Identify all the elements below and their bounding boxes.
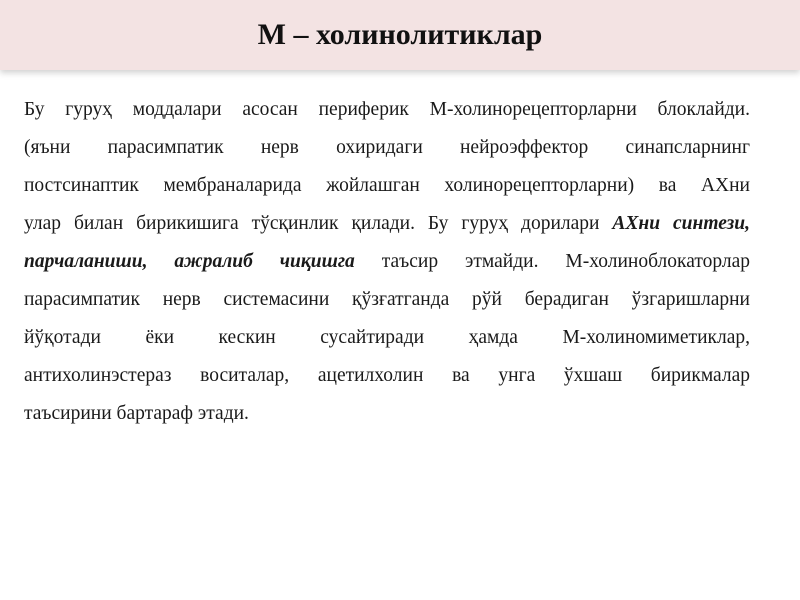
paragraph-line [24, 167, 750, 205]
text-run: таъсирини бартараф этади. [24, 403, 249, 424]
text-run: улар билан бирикишига тўсқинлик қилади. Бу гуруҳ дорилари [24, 213, 613, 234]
body-paragraph [24, 91, 750, 433]
paragraph-line [24, 357, 750, 395]
paragraph-line [24, 129, 750, 167]
paragraph-line [24, 395, 750, 433]
paragraph-line [24, 319, 750, 357]
title-bar [0, 0, 800, 70]
text-run: Бу гуруҳ моддалари асосан периферик М-холинорецепторларни блоклайди. [24, 99, 750, 120]
text-run: таъсир этмайди. М-холиноблокаторлар [354, 251, 750, 272]
slide-title: М – холинолитиклар [257, 18, 543, 51]
text-run: антихолинэстераз воситалар, ацетилхолин ва унга ўхшаш бирикмалар [24, 365, 750, 386]
emphasized-text: АХни синтези, [612, 213, 750, 234]
paragraph-line [24, 243, 750, 281]
emphasized-text: парчаланиши, ажралиб чиқишга [24, 251, 355, 272]
paragraph-line [24, 205, 750, 243]
text-run: йўқотади ёки кескин сусайтиради ҳамда М-холиномиметиклар, [24, 327, 750, 348]
paragraph-line [24, 91, 750, 129]
text-run: парасимпатик нерв системасини қўзғатганда рўй берадиган ўзгаришларни [24, 289, 750, 310]
text-run: (яъни парасимпатик нерв охиридаги нейроэффектор синапсларнинг [24, 137, 750, 158]
text-run: постсинаптик мембраналарида жойлашган холинорецепторларни) ва АХни [24, 175, 750, 196]
paragraph-line [24, 281, 750, 319]
